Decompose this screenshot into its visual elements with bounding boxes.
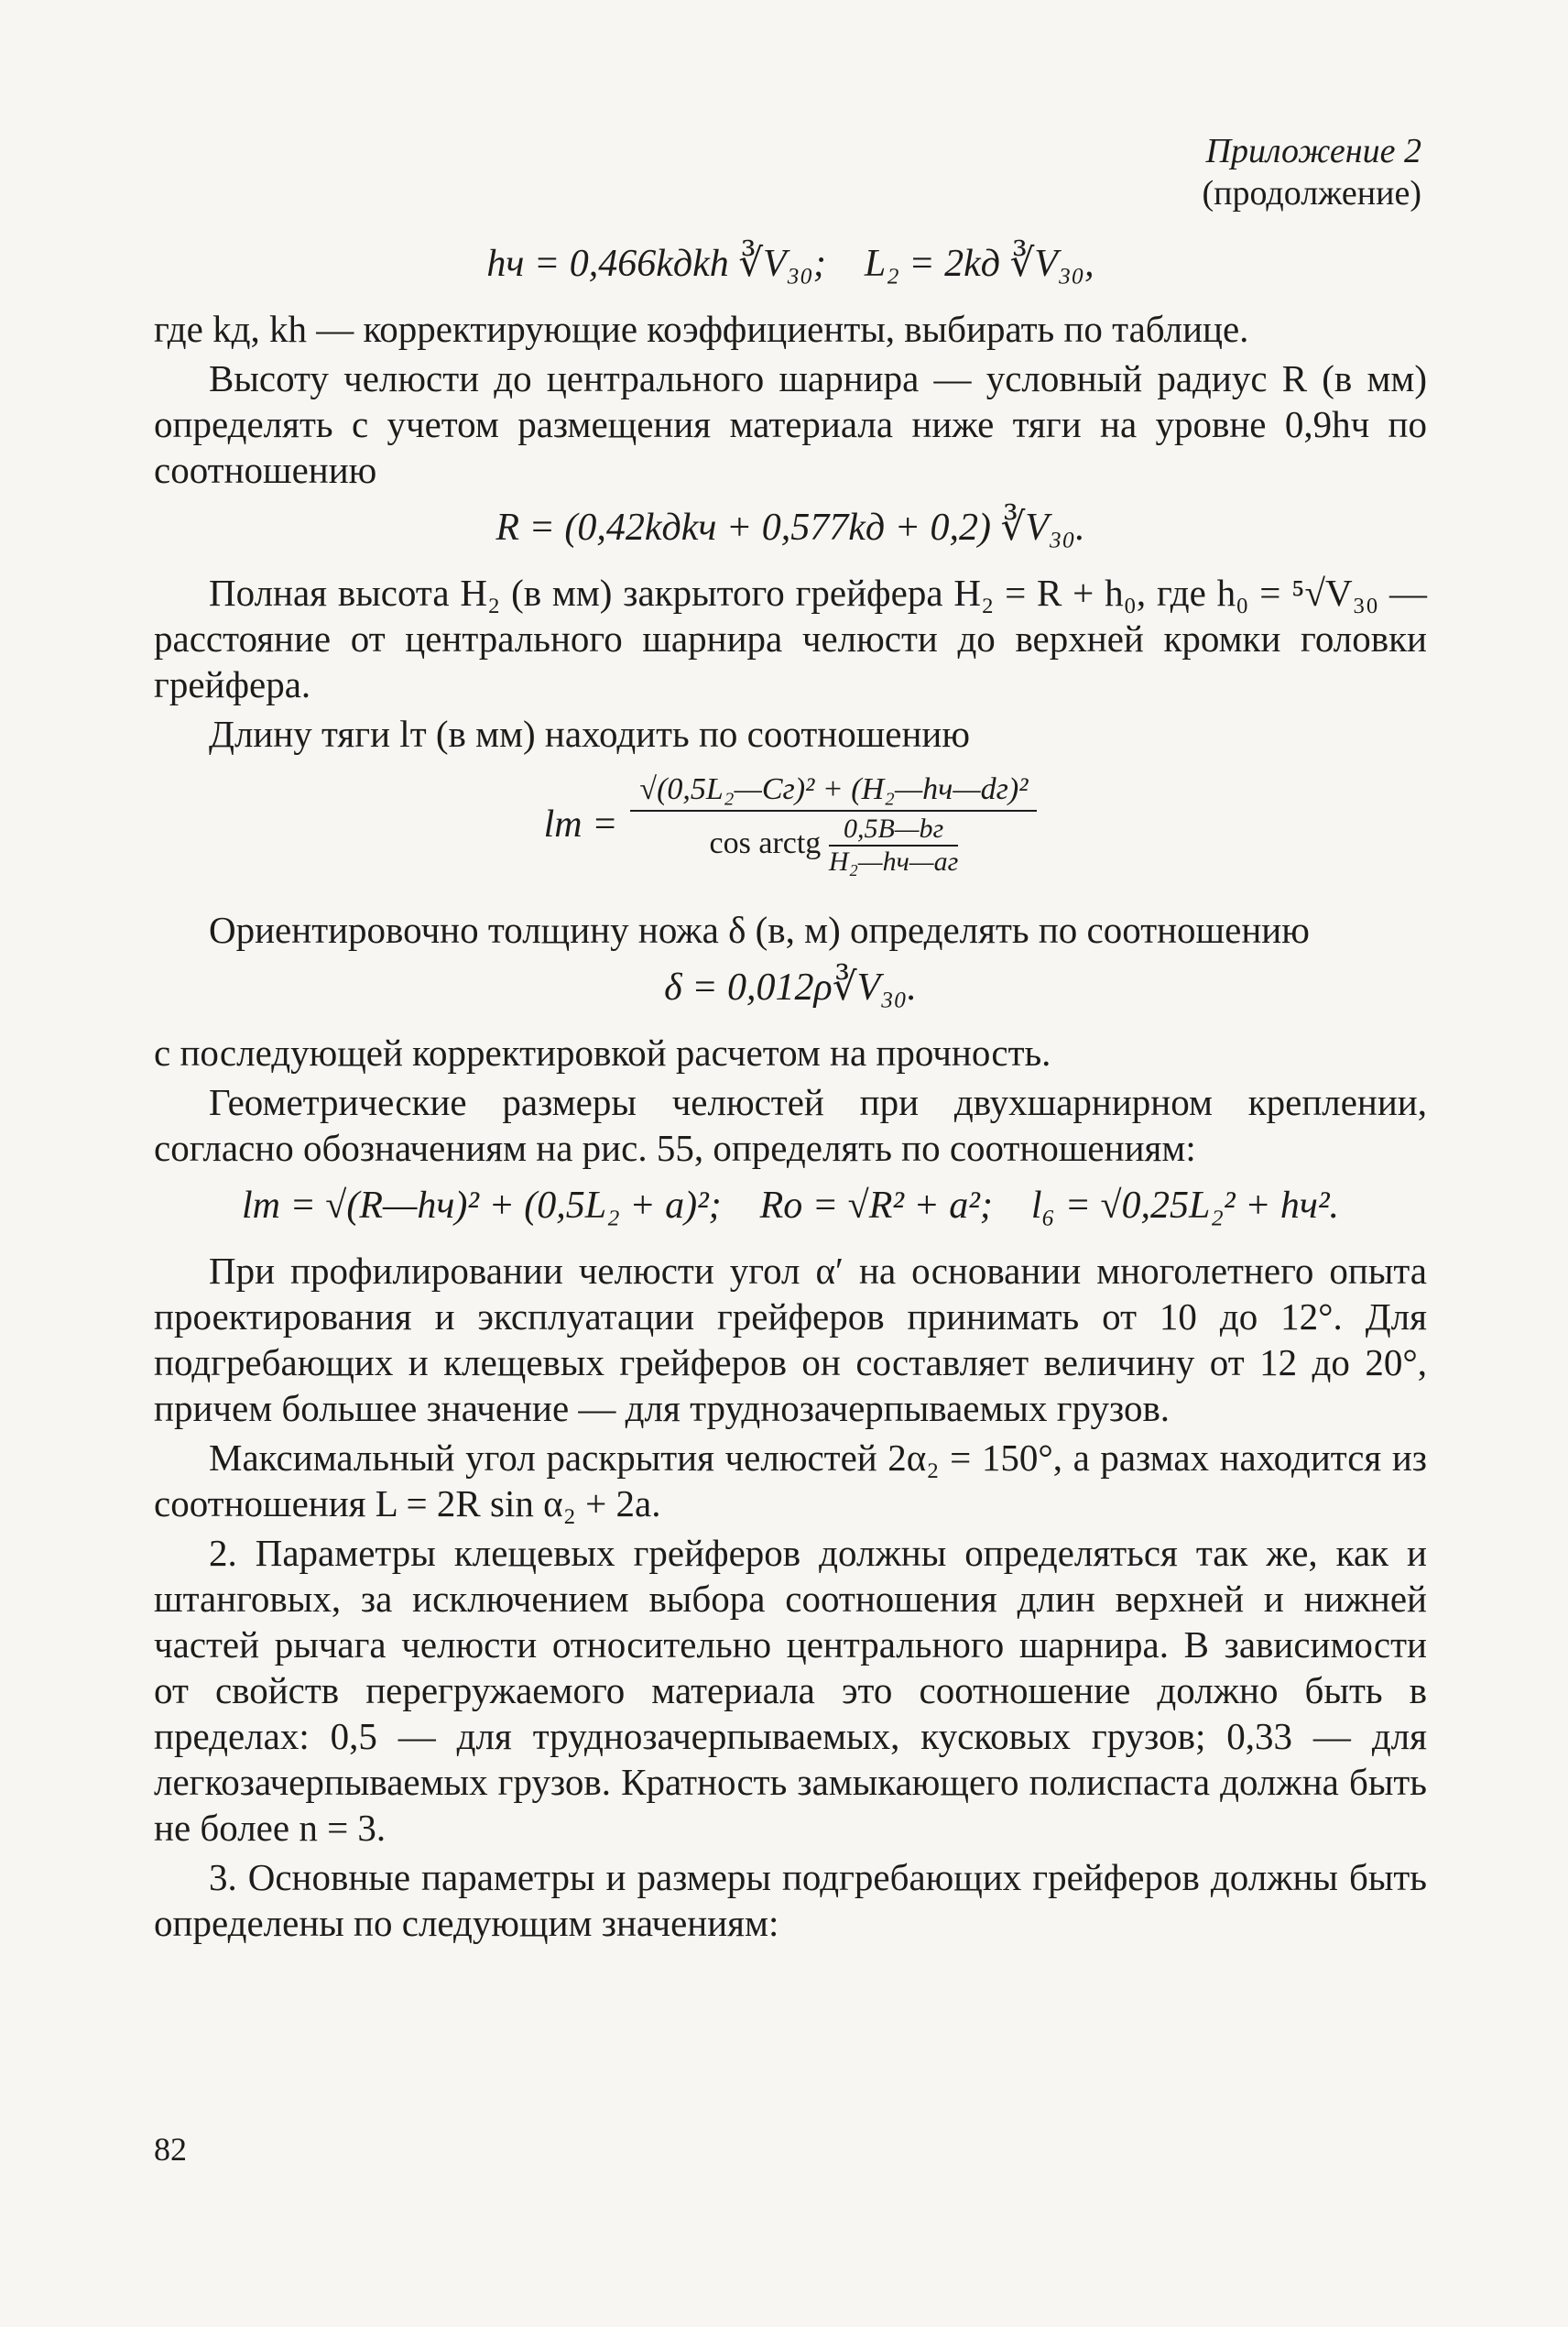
formula-lhs: lт = [543,803,618,846]
paragraph-rod-length: Длину тяги lт (в мм) находить по соотношению [209,713,970,755]
paragraph-clamp-grabs: 2. Параметры клещевых грейферов должны определяться так же, как и штанговых, за исключением выбора соотношения длин верхней и нижней частей рычага челюсти относительно центрального шарнира. В зависимости от свойств перегружаемого материала это соотношение должно быть в пределах: 0,5 — для труднозачерпываемых, кусковых грузов; 0,33 — для легкозачерпываемых грузов. Кратность замыкающего полиспаста должна быть не более n = 3. [154,1532,1427,1849]
formula-geometry: lт = √(R—hч)² + (0,5L₂ + a)²; Ro = √R² + a²; l₆ = √0,25L₂² + hч². [241,1185,1340,1227]
paragraph-strength: с последующей корректировкой расчетом на прочность. [154,1032,1051,1074]
paragraph-raking-grabs: 3. Основные параметры и размеры подгребающих грейферов должны быть определены по следующим значениям: [154,1856,1427,1944]
inner-denominator: H₂—hч—aг [828,847,959,877]
paragraph-coefficients: где kд, kh — корректирующие коэффициенты, выбирать по таблице. [154,308,1249,350]
appendix-label: Приложение 2 [1205,132,1421,170]
fraction-numerator: √(0,5L₂—Cг)² + (H₂—hч—dг)² [630,771,1037,812]
page-number: 82 [154,2131,187,2168]
fraction [630,771,1037,878]
inner-fraction [829,814,958,878]
formula-radius: R = (0,42kдkч + 0,577kд + 0,2) ∛V₃₀. [495,507,1085,549]
page-header [1202,130,1421,214]
paragraph-full-height: Полная высота H₂ (в мм) закрытого грейфера H₂ = R + h₀, где h₀ = ⁵√V₃₀ — расстояние от центрального шарнира челюсти до верхней кромки головки грейфера. [154,572,1427,705]
paragraph-max-angle: Максимальный угол раскрытия челюстей 2α₂ = 150°, а размах находится из соотношения L = 2R sin α₂ + 2a. [154,1437,1427,1524]
paragraph-profiling: При профилировании челюсти угол α′ на основании многолетнего опыта проектирования и эксплуатации грейферов принимать от 10 до 12°. Для подгребающих и клещевых грейферов он составляет величину от 12 до 20°, причем большее значение — для труднозачерпываемых грузов. [154,1250,1427,1429]
inner-numerator: 0,5B—bг [829,814,958,847]
formula-delta: δ = 0,012ρ∛V₃₀. [664,967,917,1009]
page-body [154,229,1427,1950]
paragraph-knife-thickness: Ориентировочно толщину ножа δ (в, м) определять по соотношению [209,909,1310,951]
formula-hch-l2: hч = 0,466kдkh ∛V₃₀; L₂ = 2kд ∛V₃₀, [486,243,1094,285]
paragraph-geometry: Геометрические размеры челюстей при двухшарнирном креплении, согласно обозначениям на рис. 55, определять по соотношениям: [154,1081,1427,1169]
denominator-prefix: cos arctg [709,825,822,860]
paragraph-jaw-height: Высоту челюсти до центрального шарнира — условный радиус R (в мм) определять с учетом размещения материала ниже тяги на уровне 0,9hч по соотношению [154,357,1427,491]
formula-rod-length [154,771,1427,878]
continuation-label: (продолжение) [1202,174,1421,213]
fraction-denominator [630,812,1037,878]
